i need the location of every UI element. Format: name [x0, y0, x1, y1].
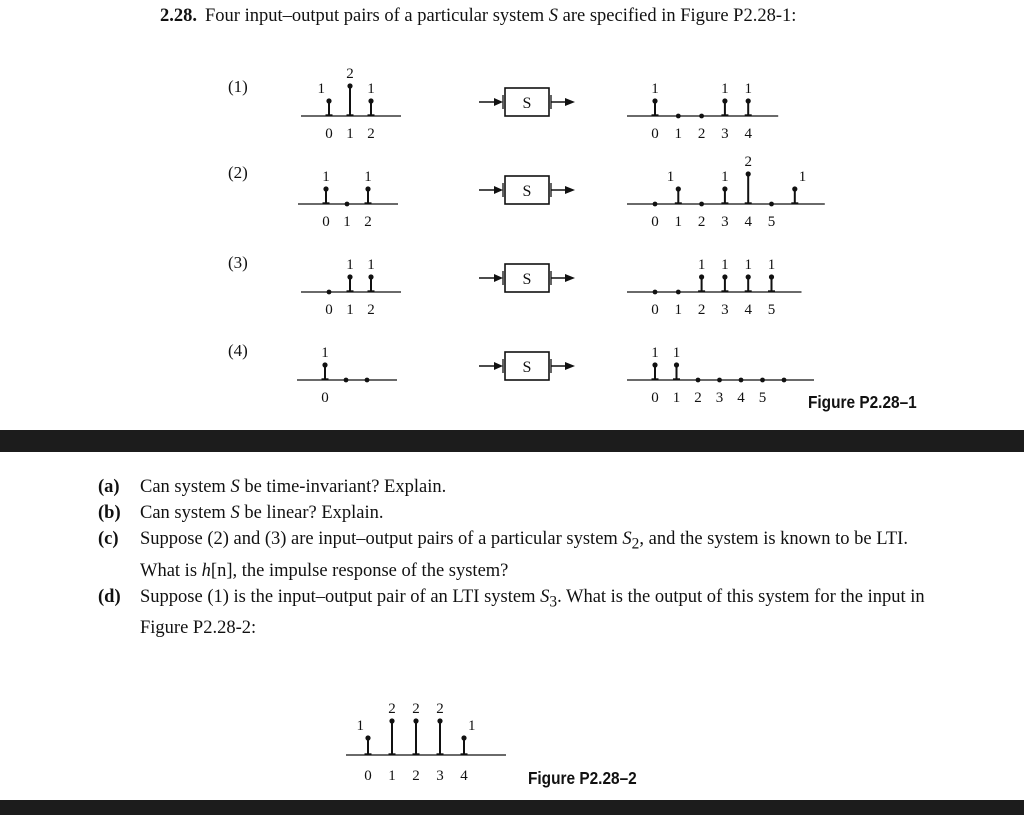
output-arrow-head-4 — [565, 362, 575, 370]
pair4-output-zero-dot-5 — [760, 378, 765, 383]
figure2-stem-tip-3 — [437, 718, 442, 723]
pair2-output-tick-label-3: 3 — [721, 214, 729, 230]
pair1-output-tick-label-3: 3 — [721, 126, 729, 142]
statement-post: are specified in Figure P2.28-1: — [557, 6, 797, 26]
pair3-output-zero-dot-0 — [653, 290, 658, 295]
pair4-input-tick-label-0: 0 — [321, 390, 329, 406]
figure2-tick-label-4: 4 — [460, 768, 468, 784]
output-arrow-head-1 — [565, 98, 575, 106]
pair1-output-value-label-4: 1 — [744, 81, 752, 97]
question-list — [98, 474, 938, 641]
question-b-letter: (b) — [98, 503, 121, 523]
pair3-output-stem-tip-3 — [722, 274, 727, 279]
problem-number: 2.28. — [160, 6, 197, 26]
system-box-label-4: S — [522, 359, 532, 376]
pair2-output-tick-label-5: 5 — [767, 214, 776, 230]
pair-id-4: (4) — [228, 341, 248, 360]
pair2-input-zero-dot-1 — [345, 202, 350, 207]
question-d — [98, 584, 938, 642]
question-a-post: be time-invariant? Explain. — [239, 477, 447, 497]
pair-id-3: (3) — [228, 253, 248, 272]
figure2-tick-label-1: 1 — [388, 768, 396, 784]
pair4-output-tick-label-2: 2 — [694, 390, 702, 406]
input-arrow-head-3 — [494, 274, 503, 282]
pair1-output-stem-tip-4 — [746, 98, 751, 103]
pair3-input-value-label-2: 1 — [367, 257, 375, 273]
figure2-value-label-2: 2 — [412, 701, 420, 717]
question-d-letter: (d) — [98, 586, 121, 607]
pair2-output-stem-tip-6 — [792, 186, 797, 191]
pair2-output-tick-label-2: 2 — [697, 214, 706, 230]
pair1-input-stem-tip-0 — [326, 98, 331, 103]
output-arrow-head-2 — [565, 186, 575, 194]
pair1-output-stem-tip-0 — [652, 98, 657, 103]
question-a-letter: (a) — [98, 477, 120, 497]
question-b-post: be linear? Explain. — [239, 503, 384, 523]
pair4-output-stem-tip-1 — [674, 362, 679, 367]
pair2-output-value-label-6: 1 — [798, 169, 807, 185]
pair3-output-tick-label-1: 1 — [674, 302, 683, 318]
pair2-output-value-label-4: 2 — [744, 154, 752, 170]
pair4-output-value-label-0: 1 — [651, 345, 659, 361]
pair1-input-tick-label-2: 2 — [367, 126, 375, 142]
pair4-input-value-label-0: 1 — [321, 345, 329, 361]
pair3-output-value-label-3: 1 — [721, 257, 729, 273]
pair3-input-stem-tip-1 — [347, 274, 352, 279]
pair1-output-value-label-3: 1 — [721, 81, 729, 97]
divider-band — [0, 430, 1024, 452]
question-c-post: , and the system is known to be LTI. What is — [140, 529, 908, 581]
system-block-2 — [479, 176, 575, 204]
pair2-input-tick-label-2: 2 — [364, 214, 372, 230]
question-b-var: S — [230, 503, 240, 523]
question-d-var: S — [540, 586, 550, 607]
question-b-pre: Can system — [140, 503, 231, 523]
pair4-output-zero-dot-2 — [696, 378, 701, 383]
pair3-output-value-label-5: 1 — [767, 257, 776, 273]
pair4-output-tick-label-5: 5 — [758, 390, 767, 406]
pair3-output-tick-label-3: 3 — [721, 302, 729, 318]
question-a — [98, 474, 938, 500]
statement-pre: Four input–output pairs of a particular system — [205, 6, 549, 26]
figure1-label: Figure P2.28–1 — [808, 392, 917, 412]
question-c-sub: 2 — [631, 535, 640, 553]
bottom-band — [0, 800, 1024, 815]
pair2-input-tick-label-0: 0 — [322, 214, 330, 230]
pair1-output-zero-dot-1 — [676, 114, 681, 119]
pair3-output-value-label-2: 1 — [697, 257, 706, 273]
pair2-input-value-label-2: 1 — [364, 169, 372, 185]
pair4-output-tick-label-3: 3 — [715, 390, 724, 406]
pair4-output-zero-dot-3 — [717, 378, 722, 383]
system-block-1 — [479, 88, 575, 116]
question-a-var: S — [230, 477, 240, 497]
pair4-output-tick-label-0: 0 — [651, 390, 659, 406]
question-c-var2: h — [201, 560, 211, 581]
question-d-pre: Suppose (1) is the input–output pair of an LTI system — [140, 586, 541, 607]
figure2-stem-tip-2 — [413, 718, 418, 723]
input-arrow-head-2 — [494, 186, 503, 194]
pair3-output-stem-tip-4 — [746, 274, 751, 279]
system-block-3 — [479, 264, 575, 292]
pair2-output-stem-tip-1 — [676, 186, 681, 191]
pair3-input-tick-label-0: 0 — [325, 302, 333, 318]
pair3-output-tick-label-4: 4 — [744, 302, 752, 318]
pair2-output-tick-label-0: 0 — [651, 214, 659, 230]
figure2-value-label-1: 2 — [388, 701, 396, 717]
pair2-output-zero-dot-0 — [653, 202, 658, 207]
system-box-label-1: S — [522, 95, 532, 112]
pair3-input-tick-label-2: 2 — [367, 302, 375, 318]
pair4-input-zero-dot-1 — [344, 378, 349, 383]
question-a-pre: Can system — [140, 477, 231, 497]
pair3-output-zero-dot-1 — [676, 290, 681, 295]
figure2-tick-label-2: 2 — [412, 768, 420, 784]
input-arrow-head-4 — [494, 362, 503, 370]
pair3-output-tick-label-2: 2 — [697, 302, 706, 318]
pair1-input-stem-tip-2 — [368, 98, 373, 103]
pair3-input-value-label-1: 1 — [346, 257, 354, 273]
pair2-output-tick-label-4: 4 — [744, 214, 752, 230]
pair1-input-tick-label-0: 0 — [325, 126, 333, 142]
pair3-output-stem-tip-5 — [769, 274, 774, 279]
pair3-output-tick-label-0: 0 — [651, 302, 659, 318]
pair3-input-zero-dot-0 — [327, 290, 332, 295]
question-c — [98, 526, 938, 584]
system-box-label-3: S — [522, 271, 532, 288]
figure2-tick-label-3: 3 — [436, 768, 444, 784]
pair4-input-zero-dot-2 — [365, 378, 370, 383]
figure2-stem-tip-0 — [365, 735, 370, 740]
pair-id-1: (1) — [228, 77, 248, 96]
pair2-output-stem-tip-4 — [746, 171, 751, 176]
pair1-input-value-label-1: 2 — [346, 66, 354, 82]
output-arrow-head-3 — [565, 274, 575, 282]
pair1-output-tick-label-2: 2 — [697, 126, 706, 142]
figure2-stem-tip-1 — [389, 718, 394, 723]
pair4-output-stem-tip-0 — [652, 362, 657, 367]
figure2-label: Figure P2.28–2 — [528, 768, 637, 788]
pair3-output-value-label-4: 1 — [744, 257, 752, 273]
pair1-input-value-label-2: 1 — [367, 81, 375, 97]
pair1-input-value-label-0: 1 — [317, 81, 325, 97]
pair4-input-stem-tip-0 — [322, 362, 327, 367]
statement-var: S — [548, 6, 558, 26]
pair3-output-stem-tip-2 — [699, 274, 704, 279]
pair4-output-tick-label-4: 4 — [737, 390, 745, 406]
pair1-output-stem-tip-3 — [722, 98, 727, 103]
pair2-input-stem-tip-2 — [365, 186, 370, 191]
pair1-output-tick-label-4: 4 — [744, 126, 752, 142]
pair3-input-tick-label-1: 1 — [346, 302, 354, 318]
pair2-output-value-label-1: 1 — [666, 169, 675, 185]
question-d-sub: 3 — [549, 593, 558, 611]
pair4-output-zero-dot-6 — [782, 378, 787, 383]
input-arrow-head-1 — [494, 98, 503, 106]
question-b — [98, 500, 938, 526]
pair1-output-zero-dot-2 — [699, 114, 704, 119]
pair1-input-stem-tip-1 — [347, 83, 352, 88]
system-box-label-2: S — [522, 183, 532, 200]
pair2-input-stem-tip-0 — [323, 186, 328, 191]
pair4-output-value-label-1: 1 — [672, 345, 681, 361]
figure2-value-label-3: 2 — [436, 701, 444, 717]
pair1-input-tick-label-1: 1 — [346, 126, 354, 142]
pair3-input-stem-tip-2 — [368, 274, 373, 279]
pair1-output-tick-label-1: 1 — [674, 126, 683, 142]
pair2-output-value-label-3: 1 — [721, 169, 729, 185]
pair1-output-value-label-0: 1 — [651, 81, 659, 97]
system-block-4 — [479, 352, 575, 380]
pair2-input-tick-label-1: 1 — [343, 214, 351, 230]
pair2-output-zero-dot-5 — [769, 202, 774, 207]
pair2-input-value-label-0: 1 — [322, 169, 330, 185]
question-d-post: . What is the output of this system for the input in Figure P2.28-2: — [140, 586, 925, 639]
pair4-output-tick-label-1: 1 — [672, 390, 681, 406]
pair4-output-zero-dot-4 — [739, 378, 744, 383]
pair2-output-zero-dot-2 — [699, 202, 704, 207]
question-c-var: S — [622, 529, 632, 549]
question-c-letter: (c) — [98, 529, 119, 549]
figure2-value-label-0: 1 — [356, 718, 364, 734]
pair2-output-stem-tip-3 — [722, 186, 727, 191]
figure2-value-label-4: 1 — [468, 718, 476, 734]
pair2-output-tick-label-1: 1 — [674, 214, 683, 230]
question-c-post2: , the impulse response of the system? — [232, 560, 509, 581]
figure2-stem-tip-4 — [461, 735, 466, 740]
pair1-output-tick-label-0: 0 — [651, 126, 659, 142]
figure2-tick-label-0: 0 — [364, 768, 372, 784]
pair-id-2: (2) — [228, 163, 248, 182]
question-c-bracket: [n] — [210, 560, 233, 581]
question-c-pre: Suppose (2) and (3) are input–output pairs of a particular system — [140, 529, 623, 549]
pair3-output-tick-label-5: 5 — [767, 302, 776, 318]
